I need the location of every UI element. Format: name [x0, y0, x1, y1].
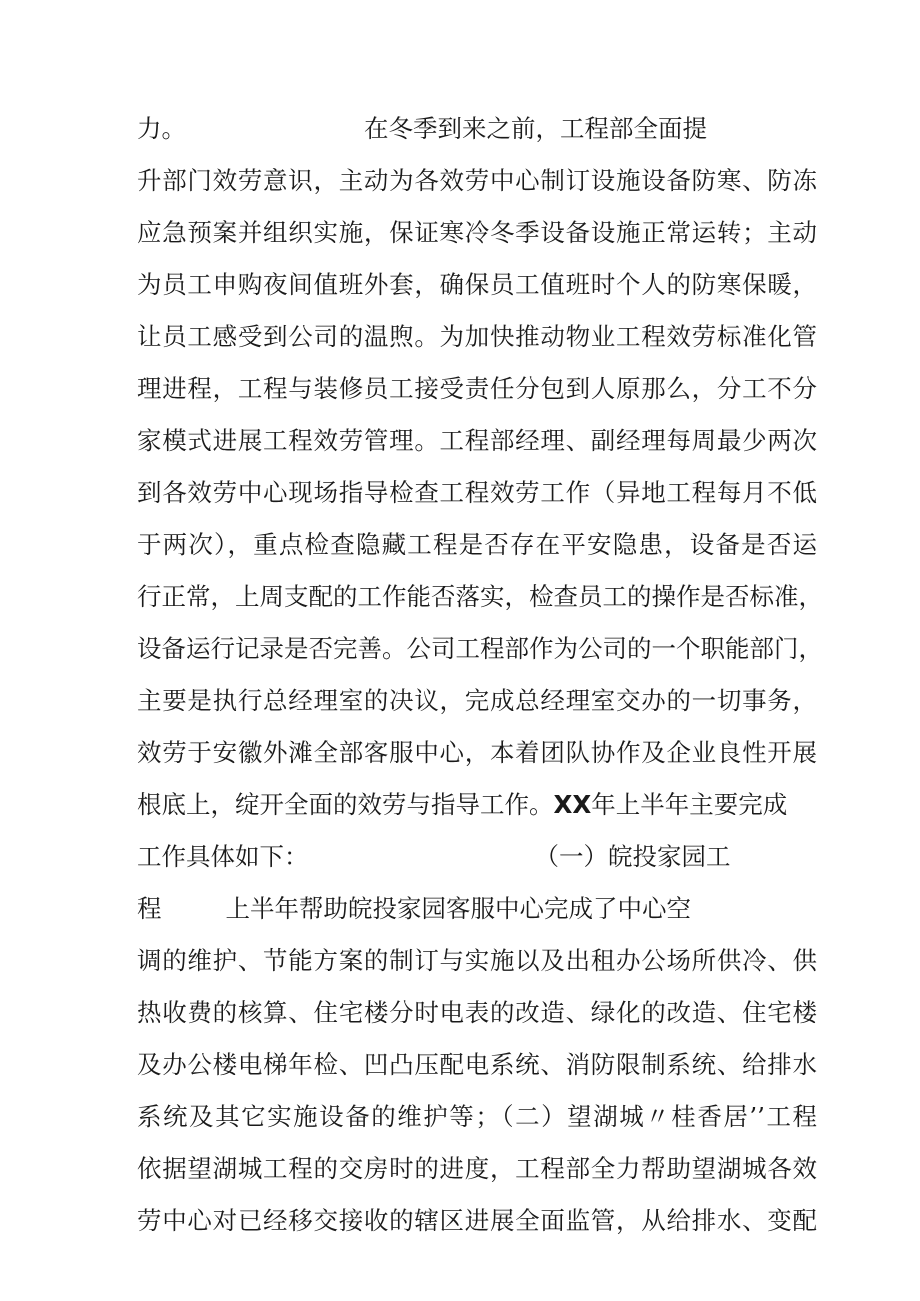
text-line-18: 热收费的核算、住宅楼分时电表的改造、绿化的改造、住宅楼	[137, 998, 817, 1027]
text-line-10: 行正常，上周支配的工作能否落实，检查员工的操作是否标准，	[137, 582, 823, 611]
text-line-12: 主要是执行总经理室的决议，完成总经理室交办的一切事务，	[137, 686, 817, 715]
text-line-13: 效劳于安徽外滩全部客服中心，本着团队协作及企业良性开展	[137, 738, 817, 767]
section-heading-1: （一）皖投家园工	[534, 842, 731, 871]
line-14-pre: 根底上，绽开全面的效劳与指导工作。	[137, 790, 554, 819]
text-line-6: 理进程，工程与装修员工接受责任分包到人原那么，分工不分	[137, 374, 817, 403]
year-placeholder: XX	[553, 790, 592, 819]
text-line-7: 家模式进展工程效劳管理。工程部经理、副经理每周最少两次	[137, 426, 817, 455]
text-line-14	[137, 787, 817, 823]
text-line-4: 为员工申购夜间值班外套，确保员工值班时个人的防寒保暖，	[137, 270, 817, 299]
text-line-5: 让员工感受到公司的温煦。为加快推动物业工程效劳标准化管	[137, 322, 817, 351]
line-1-end: 在冬季到来之前，工程部全面提	[364, 114, 707, 143]
line-15-start: 工作具体如下：	[137, 842, 309, 871]
text-line-21: 依据望湖城工程的交房时的进度，工程部全力帮助望湖城各效	[137, 1154, 817, 1183]
line-16-end: 上半年帮助皖投家园客服中心完成了中心空	[225, 894, 691, 923]
text-line-16	[137, 891, 817, 927]
text-line-11: 设备运行记录是否完善。公司工程部作为公司的一个职能部门，	[137, 634, 823, 663]
text-line-9: 于两次），重点检查隐藏工程是否存在平安隐患，设备是否运	[137, 530, 817, 559]
text-line-2: 升部门效劳意识，主动为各效劳中心制订设施设备防寒、防冻	[137, 166, 817, 195]
line-1-start: 力。	[137, 114, 186, 143]
text-line-1	[137, 111, 817, 147]
text-line-15	[137, 839, 817, 875]
text-line-3: 应急预案并组织实施，保证寒冷冬季设备设施正常运转；主动	[137, 218, 817, 247]
line-16-start: 程	[137, 894, 162, 923]
text-line-17: 调的维护、节能方案的制订与实施以及出租办公场所供冷、供	[137, 946, 817, 975]
line-14-post: 年上半年主要完成	[591, 790, 788, 819]
text-line-20: 系统及其它实施设备的维护等；（二）望湖城〃桂香居’’工程	[137, 1102, 817, 1131]
text-line-19: 及办公楼电梯年检、凹凸压配电系统、消防限制系统、给排水	[137, 1050, 817, 1079]
text-line-8: 到各效劳中心现场指导检查工程效劳工作（异地工程每月不低	[137, 478, 817, 507]
text-line-22: 劳中心对已经移交接收的辖区进展全面监管，从给排水、变配	[137, 1206, 817, 1235]
